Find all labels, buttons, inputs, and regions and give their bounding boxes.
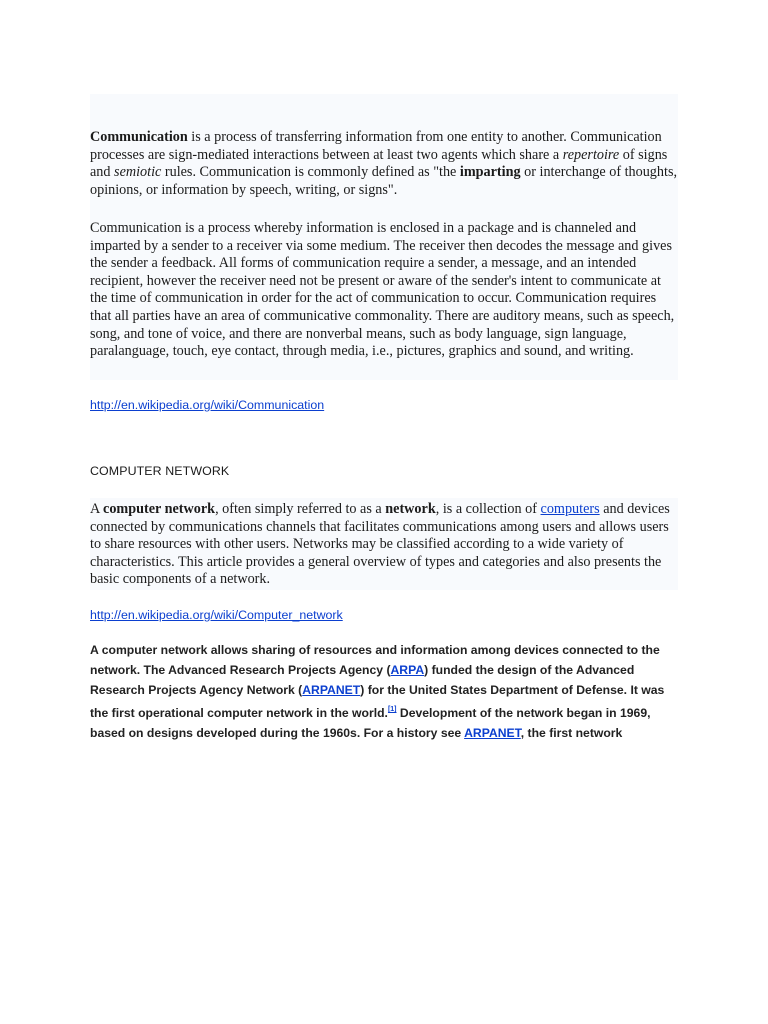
text-segment: Development of the network began in 1969, based on designs developed during the 1960s. For a history see: [90, 706, 651, 740]
computers-link[interactable]: computers: [540, 501, 600, 517]
text-segment: , often simply referred to as a: [215, 501, 386, 517]
text-segment: or interchange of thoughts, opinions, or information by speech, writing, or signs".: [90, 164, 678, 198]
text-segment: , is a collection of: [435, 501, 541, 517]
repertoire-term: repertoire: [562, 146, 620, 163]
communication-paragraph-1: [90, 129, 678, 199]
computer-network-block: [90, 498, 678, 590]
text-segment: and devices connected by communications channels that facilitates communications among users and allows users to share resources with other users. Networks may be classified according to a wide variety of characteristics. This article provides a general overview of types and categories and also presents the basic components of a network.: [90, 501, 670, 588]
arpanet-history-link[interactable]: ARPANET: [464, 726, 521, 740]
imparting-term: imparting: [459, 164, 521, 181]
text-segment: ) for the United States Department of Defense. It was the first operational computer network in the world.: [90, 683, 665, 720]
computer-network-term: computer network: [103, 501, 216, 517]
text-segment: of signs and: [90, 146, 668, 181]
communication-paragraph-2: Communication is a process whereby information is enclosed in a package and is channeled and imparted by a sender to a receiver via some medium. The receiver then decodes the message and gives the sender a feedback. All forms of communication require a sender, a message, and an intended recipient, however the receiver need not be present or aware of the sender's intent to communicate at the time of communication in order for the act of communication to occur. Communication requires that all parties have an area of communicative commonality. There are auditory means, such as speech, song, and tone of voice, and there are nonverbal means, such as body language, sign language, paralanguage, touch, eye contact, through media, i.e., pictures, graphics and sound, and writing.: [90, 220, 675, 360]
communication-term: Communication: [90, 129, 188, 145]
communication-block: [90, 94, 678, 380]
text-segment: , the first network: [520, 726, 623, 740]
computer-network-wiki-link[interactable]: http://en.wikipedia.org/wiki/Computer_network: [90, 608, 343, 622]
footnote-link[interactable]: [1]: [387, 706, 397, 713]
text-segment: ) funded the design of the Advanced Research Projects Agency Network (: [90, 663, 635, 697]
arpa-link[interactable]: ARPA: [390, 663, 425, 677]
computer-network-paragraph-2: [90, 640, 678, 743]
text-segment: is a process of transferring information from one entity to another. Communication processes are sign-mediated interactions between at least two agents which share a: [90, 129, 662, 163]
network-term: network: [385, 501, 436, 517]
text-segment: A: [90, 501, 104, 517]
semiotic-term: semiotic: [114, 164, 162, 181]
computer-network-paragraph-1: [90, 501, 678, 589]
communication-wiki-link[interactable]: http://en.wikipedia.org/wiki/Communication: [90, 398, 325, 412]
arpanet-link[interactable]: ARPANET: [302, 683, 361, 697]
text-segment: A computer network allows sharing of resources and information among devices connected to the network. The Advanced Research Projects Agency (: [90, 643, 660, 677]
computer-network-heading: COMPUTER NETWORK: [90, 464, 230, 478]
text-segment: rules. Communication is commonly defined as "the: [161, 164, 460, 181]
